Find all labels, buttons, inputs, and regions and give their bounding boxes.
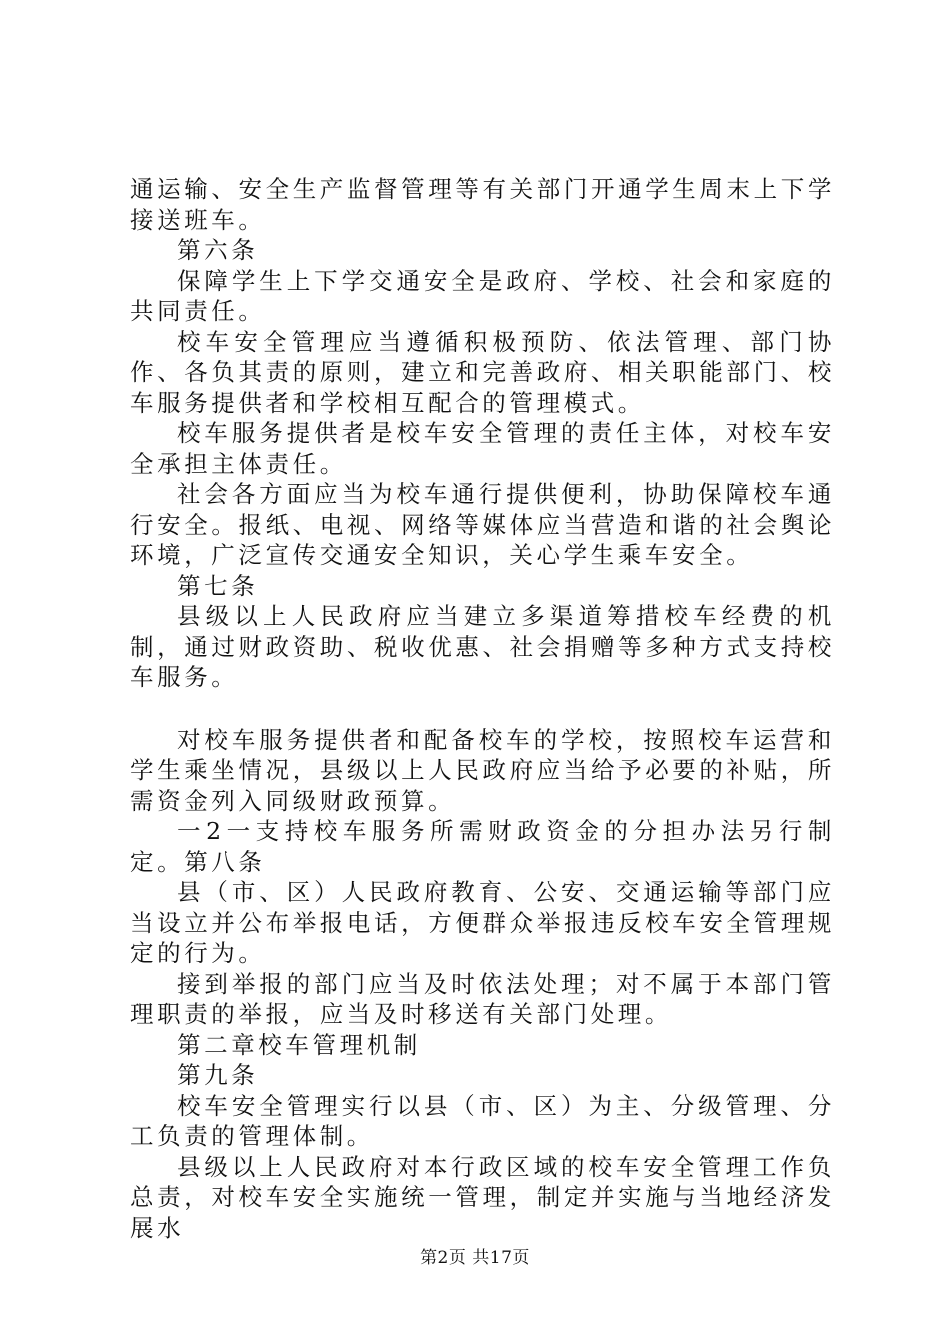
blank-line [130,693,835,725]
paragraph-5: 社会各方面应当为校车通行提供便利，协助保障校车通行安全。报纸、电视、网络等媒体应当营造和谐的社会舆论环境，广泛宣传交通安全知识，关心学生乘车安全。 [130,480,835,569]
chapter-heading-2: 第二章校车管理机制 [177,1030,421,1059]
paragraph-12: 县级以上人民政府对本行政区域的校车安全管理工作负总责，对校车安全实施统一管理，制定并实施与当地经济发展水 [130,1152,835,1242]
paragraph-2: 保障学生上下学交通安全是政府、学校、社会和家庭的共同责任。 [130,266,835,325]
document-body [130,174,835,1243]
paragraph-6: 县级以上人民政府应当建立多渠道筹措校车经费的机制，通过财政资助、税收优惠、社会捐赠等多种方式支持校车服务。 [130,602,835,691]
article-heading-6: 第六条 [177,236,259,264]
paragraph-11: 校车安全管理实行以县（市、区）为主、分级管理、分工负责的管理体制。 [130,1091,835,1150]
article-heading-9: 第九条 [177,1061,259,1089]
paragraph-8: 一2一支持校车服务所需财政资金的分担办法另行制定。第八条 [130,817,835,876]
paragraph-7: 对校车服务提供者和配备校车的学校，按照校车运营和学生乘坐情况，县级以上人民政府应当给予必要的补贴，所需资金列入同级财政预算。 [130,725,835,815]
article-heading-7: 第七条 [177,571,259,600]
paragraph-10: 接到举报的部门应当及时依法处理；对不属于本部门管理职责的举报，应当及时移送有关部门处理。 [130,969,835,1028]
paragraph-9: 县（市、区）人民政府教育、公安、交通运输等部门应当设立并公布举报电话，方便群众举报违反校车安全管理规定的行为。 [130,878,835,967]
page-number-footer: 第2页 共17页 [420,1248,530,1268]
paragraph-4: 校车服务提供者是校车安全管理的责任主体，对校车安全承担主体责任。 [130,419,835,478]
paragraph-1: 通运输、安全生产监督管理等有关部门开通学生周末上下学接送班车。 [130,175,835,234]
paragraph-3: 校车安全管理应当遵循积极预防、依法管理、部门协作、各负其责的原则，建立和完善政府、相关职能部门、校车服务提供者和学校相互配合的管理模式。 [130,327,835,417]
